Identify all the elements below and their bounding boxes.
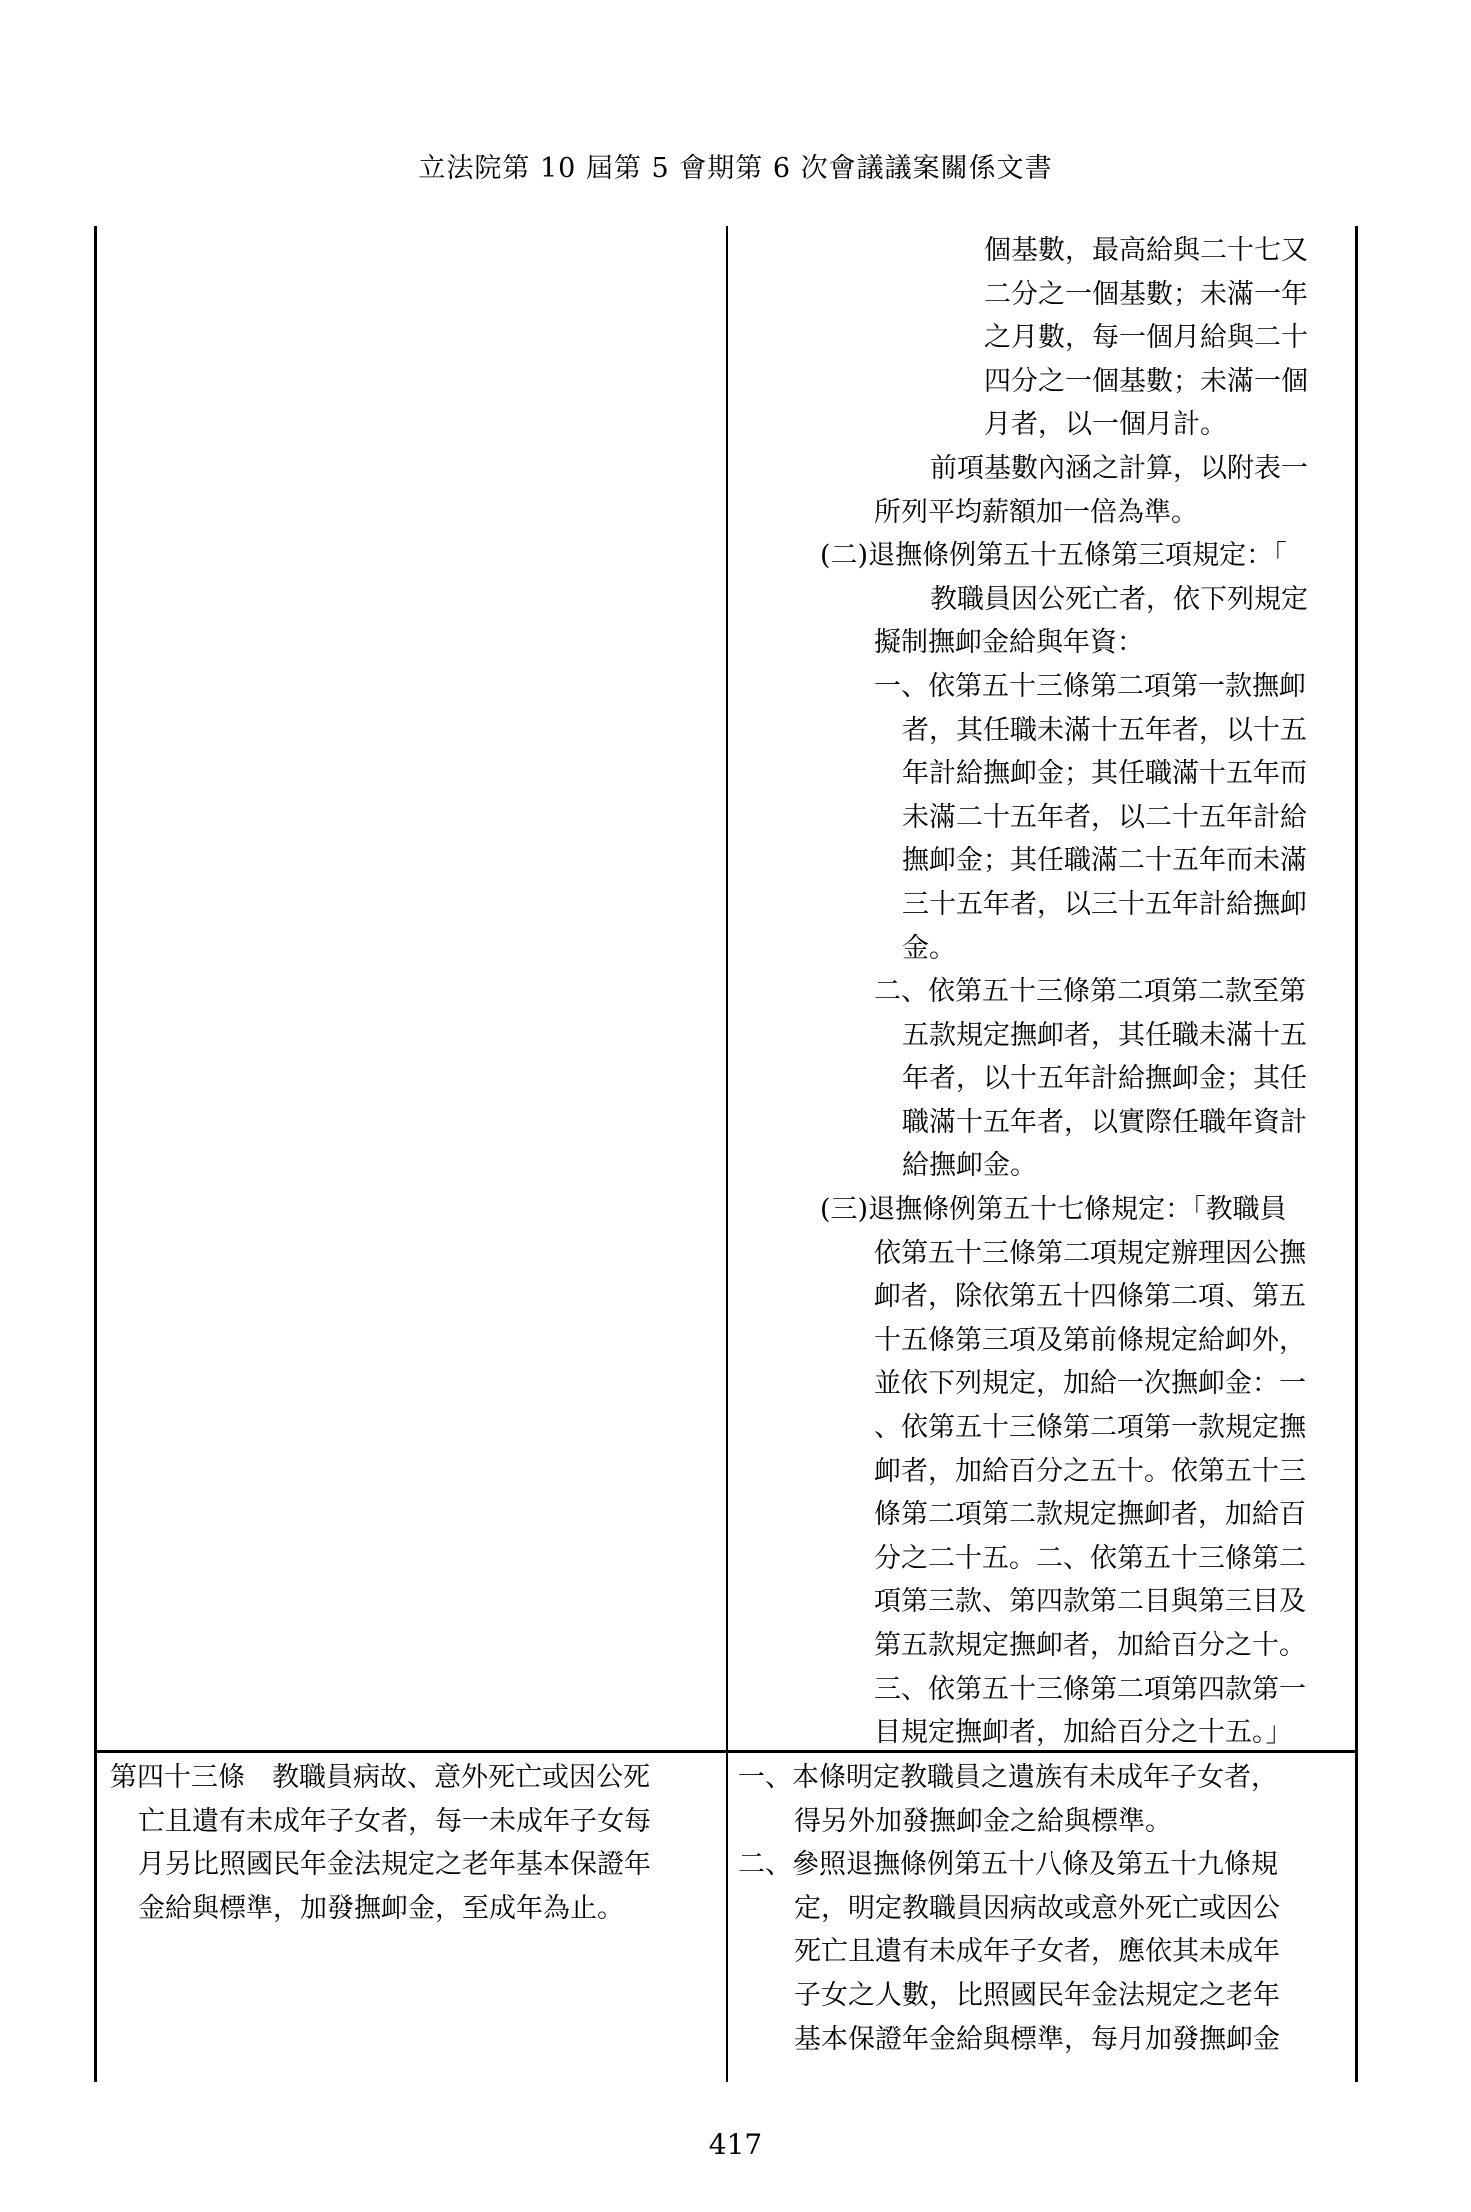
explanation-line: 卹者，除依第五十四條第二項、第五 (874, 1281, 1306, 1313)
explanation-line: 項第三款、第四款第二目與第三目及 (874, 1586, 1306, 1618)
explanation-line: 依第五十三條第二項規定辦理因公撫 (874, 1237, 1306, 1269)
explanation-line: 一、依第五十三條第二項第一款撫卹 (874, 670, 1306, 702)
explanation-line: 第五款規定撫卹者，加給百分之十。 (874, 1630, 1306, 1661)
explanation-line: 金。 (902, 932, 956, 964)
explanation-line: 前項基數內涵之計算，以附表一 (930, 452, 1308, 484)
explanation-line: 三十五年者，以三十五年計給撫卹 (902, 888, 1307, 920)
explanation-line: 年者，以十五年計給撫卹金；其任 (902, 1063, 1307, 1095)
explanation-line: 未滿二十五年者，以二十五年計給 (902, 801, 1307, 833)
article-line: 亡且遺有未成年子女者，每一未成年子女每 (138, 1805, 651, 1837)
explanation-line: 、依第五十三條第二項第一款規定撫 (874, 1412, 1306, 1444)
comparison-table (94, 226, 1358, 2082)
explanation-cell-continued (738, 229, 1348, 1755)
explanation-line: 教職員因公死亡者，依下列規定 (930, 583, 1308, 615)
explanation-line: 三、依第五十三條第二項第四款第一 (874, 1673, 1306, 1705)
explanation-line: 定，明定教職員因病故或意外死亡或因公 (794, 1892, 1280, 1924)
explanation-line: 二、參照退撫條例第五十八條及第五十九條規 (738, 1849, 1278, 1881)
article-43-text-cell (110, 1756, 720, 1930)
explanation-line: 子女之人數，比照國民年金法規定之老年 (794, 1979, 1280, 2011)
explanation-line: 月者，以一個月計。 (984, 409, 1227, 441)
explanation-line: 個基數，最高給與二十七又 (984, 235, 1308, 266)
explanation-line: 所列平均薪額加一倍為準。 (874, 496, 1198, 528)
article-line: 金給與標準，加發撫卹金，至成年為止。 (138, 1892, 624, 1924)
explanation-line: 職滿十五年者，以實際任職年資計 (902, 1106, 1307, 1138)
explanation-line: 者，其任職未滿十五年者，以十五 (902, 714, 1307, 746)
article-43-explanation-cell (738, 1756, 1348, 2061)
explanation-line: 目規定撫卹者，加給百分之十五。」 (874, 1717, 1293, 1749)
explanation-line: 條第二項第二款規定撫卹者，加給百 (874, 1499, 1306, 1531)
explanation-line: 得另外加發撫卹金之給與標準。 (794, 1805, 1172, 1837)
explanation-line: 擬制撫卹金給與年資： (874, 627, 1144, 659)
table-column-divider (726, 226, 728, 2082)
table-border-right (1355, 226, 1358, 2082)
explanation-line: 之月數，每一個月給與二十 (984, 322, 1308, 354)
explanation-line: 卹者，加給百分之五十。依第五十三 (874, 1455, 1306, 1487)
explanation-line: 四分之一個基數；未滿一個 (984, 365, 1308, 397)
explanation-line: 並依下列規定，加給一次撫卹金：一 (874, 1368, 1306, 1400)
explanation-line: 基本保證年金給與標準，每月加發撫卹金 (794, 2023, 1280, 2055)
page-number: 417 (708, 2128, 763, 2161)
table-border-left (94, 226, 97, 2082)
article-line: 第四十三條 教職員病故、意外死亡或因公死 (110, 1762, 650, 1793)
explanation-line: 二分之一個基數；未滿一年 (984, 278, 1308, 310)
explanation-line: 死亡且遺有未成年子女者，應依其未成年 (794, 1936, 1280, 1968)
article-line: 月另比照國民年金法規定之老年基本保證年 (138, 1849, 651, 1881)
explanation-line: (三)退撫條例第五十七條規定：「教職員 (820, 1194, 1287, 1226)
explanation-line: 給撫卹金。 (902, 1150, 1037, 1182)
page-header: 立法院第 10 屆第 5 會期第 6 次會議議案關係文書 (418, 153, 1053, 184)
explanation-line: 一、本條明定教職員之遺族有未成年子女者， (738, 1762, 1278, 1793)
explanation-line: 五款規定撫卹者，其任職未滿十五 (902, 1019, 1307, 1051)
explanation-line: 撫卹金；其任職滿二十五年而未滿 (902, 845, 1307, 877)
explanation-line: 年計給撫卹金；其任職滿十五年而 (902, 758, 1307, 790)
explanation-line: (二)退撫條例第五十五條第三項規定：「 (820, 540, 1287, 572)
explanation-line: 十五條第三項及第前條規定給卹外， (874, 1324, 1306, 1356)
explanation-line: 分之二十五。二、依第五十三條第二 (874, 1542, 1306, 1574)
explanation-line: 二、依第五十三條第二項第二款至第 (874, 976, 1306, 1008)
